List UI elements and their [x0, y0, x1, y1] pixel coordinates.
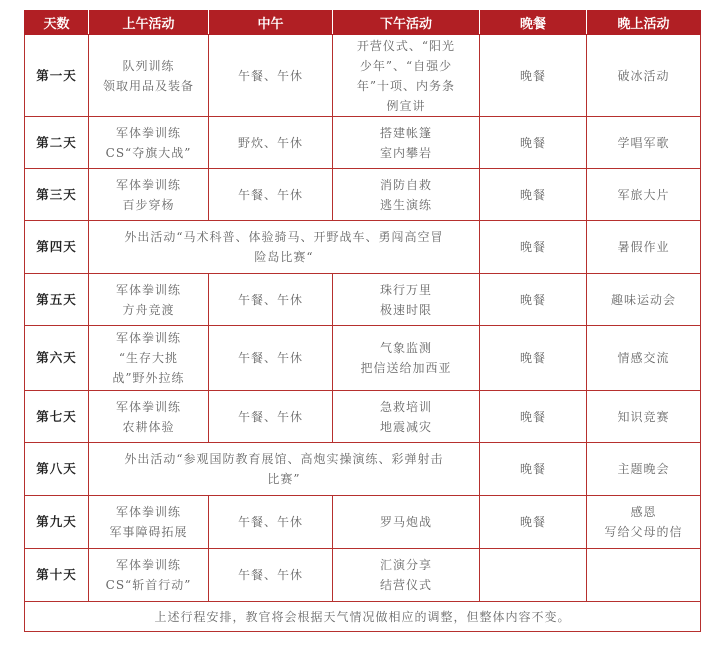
outing-activity-cell: [89, 221, 480, 274]
noon-cell: 午餐、午休: [209, 169, 333, 221]
morning-cell: [89, 391, 209, 443]
evening-cell: [587, 117, 701, 169]
day-cell: 第三天: [25, 169, 89, 221]
cell-line: 主题晚会: [617, 462, 670, 476]
day-cell: 第五天: [25, 274, 89, 326]
noon-cell: 午餐、午休: [209, 35, 333, 117]
cell-line: 军体拳训练: [115, 177, 181, 192]
dinner-cell: 晚餐: [480, 326, 587, 391]
afternoon-cell: [333, 117, 480, 169]
cell-line: 外出活动“参观国防教育展馆、高炮实操演练、彩弹射击: [124, 452, 444, 466]
evening-cell: [587, 326, 701, 391]
evening-cell: [587, 221, 701, 274]
cell-line: 外出活动“马术科普、体验骑马、开野战车、勇闯高空冒: [124, 230, 444, 244]
header-dinner: 晚餐: [480, 11, 587, 35]
cell-line: CS“斩首行动”: [105, 578, 192, 592]
dinner-cell: 晚餐: [480, 169, 587, 221]
header-evening: 晚上活动: [587, 11, 701, 35]
schedule-table: [24, 10, 701, 632]
cell-line: 学唱军歌: [617, 135, 670, 150]
cell-line: 军体拳训练: [115, 505, 181, 519]
cell-line: 军事障碍拓展: [109, 525, 188, 539]
schedule-table-container: [24, 10, 700, 632]
day-cell: 第七天: [25, 391, 89, 443]
table-row: [25, 117, 701, 169]
evening-cell: [587, 391, 701, 443]
noon-cell: 午餐、午休: [209, 391, 333, 443]
header-afternoon: 下午活动: [333, 11, 480, 35]
morning-cell: [89, 169, 209, 221]
dinner-cell: 晚餐: [480, 443, 587, 496]
cell-line: 写给父母的信: [604, 525, 683, 539]
cell-line: 方舟竞渡: [122, 302, 175, 317]
footer-row: [25, 602, 701, 632]
cell-line: 破冰活动: [617, 68, 670, 83]
noon-cell: 野炊、午休: [209, 117, 333, 169]
cell-line: 战”野外拉练: [112, 371, 185, 385]
table-row: [25, 169, 701, 221]
cell-line: 军体拳训练: [115, 558, 181, 572]
table-row: [25, 35, 701, 117]
footer-note: 上述行程安排，教官将会根据天气情况做相应的调整，但整体内容不变。: [25, 602, 701, 632]
morning-cell: [89, 274, 209, 326]
table-row: [25, 221, 701, 274]
dinner-cell: 晚餐: [480, 391, 587, 443]
dinner-cell: 晚餐: [480, 117, 587, 169]
table-row: [25, 391, 701, 443]
cell-line: 领取用品及装备: [102, 78, 194, 93]
afternoon-cell: [333, 169, 480, 221]
header-noon: 中午: [209, 11, 333, 35]
cell-line: 险岛比赛“: [254, 250, 314, 264]
cell-line: 情感交流: [617, 351, 670, 365]
evening-cell: [587, 169, 701, 221]
outing-activity-cell: [89, 443, 480, 496]
afternoon-cell: [333, 391, 480, 443]
table-row: [25, 274, 701, 326]
table-row: [25, 549, 701, 602]
day-cell: 第一天: [25, 35, 89, 117]
noon-cell: 午餐、午休: [209, 326, 333, 391]
cell-line: 趣味运动会: [610, 292, 676, 307]
cell-line: 少年”、“自强少: [359, 58, 453, 73]
cell-line: 军体拳训练: [115, 282, 181, 297]
cell-line: 搭建帐篷: [379, 125, 432, 140]
evening-cell: [587, 35, 701, 117]
cell-line: 知识竞赛: [617, 409, 670, 424]
table-row: [25, 326, 701, 391]
dinner-cell: 晚餐: [480, 35, 587, 117]
cell-line: 极速时限: [379, 302, 432, 317]
day-cell: 第九天: [25, 496, 89, 549]
afternoon-cell: [333, 35, 480, 117]
afternoon-cell: [333, 326, 480, 391]
cell-line: 年”十项、内务条: [356, 78, 456, 93]
evening-cell: [587, 496, 701, 549]
table-row: [25, 443, 701, 496]
header-morning: 上午活动: [89, 11, 209, 35]
day-cell: 第四天: [25, 221, 89, 274]
noon-cell: 午餐、午休: [209, 549, 333, 602]
table-body: [25, 35, 701, 602]
evening-cell: [587, 274, 701, 326]
table-row: [25, 496, 701, 549]
cell-line: 感恩: [630, 505, 657, 519]
day-cell: 第十天: [25, 549, 89, 602]
morning-cell: [89, 117, 209, 169]
cell-line: 地震减灾: [379, 419, 432, 434]
noon-cell: 午餐、午休: [209, 274, 333, 326]
cell-line: 室内攀岩: [379, 145, 432, 160]
day-cell: 第八天: [25, 443, 89, 496]
dinner-cell: 晚餐: [480, 274, 587, 326]
cell-line: 逃生演练: [379, 197, 432, 212]
afternoon-cell: [333, 496, 480, 549]
afternoon-cell: [333, 549, 480, 602]
noon-cell: 午餐、午休: [209, 496, 333, 549]
cell-line: “生存大挑: [118, 351, 179, 365]
cell-line: 军体拳训练: [115, 399, 181, 414]
cell-line: 结营仪式: [379, 578, 432, 592]
evening-cell: [587, 443, 701, 496]
evening-cell: [587, 549, 701, 602]
morning-cell: [89, 326, 209, 391]
cell-line: 军体拳训练: [115, 125, 181, 140]
morning-cell: [89, 35, 209, 117]
dinner-cell: 晚餐: [480, 221, 587, 274]
cell-line: 开营仪式、“阳光: [356, 38, 456, 53]
cell-line: 农耕体验: [122, 419, 175, 434]
day-cell: 第六天: [25, 326, 89, 391]
dinner-cell: 晚餐: [480, 496, 587, 549]
cell-line: 暑假作业: [617, 240, 670, 254]
cell-line: 罗马炮战: [379, 515, 432, 529]
cell-line: 消防自救: [379, 177, 432, 192]
table-header: [25, 11, 701, 35]
header-day: 天数: [25, 11, 89, 35]
afternoon-cell: [333, 274, 480, 326]
cell-line: 例宣讲: [386, 98, 426, 113]
cell-line: 急救培训: [379, 399, 432, 414]
cell-line: 军体拳训练: [115, 331, 181, 345]
day-cell: 第二天: [25, 117, 89, 169]
cell-line: 气象监测: [379, 341, 432, 355]
header-row: [25, 11, 701, 35]
cell-line: 珠行万里: [379, 282, 432, 297]
dinner-cell: [480, 549, 587, 602]
cell-line: 军旅大片: [617, 187, 670, 202]
cell-line: 百步穿杨: [122, 197, 175, 212]
cell-line: CS“夺旗大战”: [105, 145, 192, 160]
morning-cell: [89, 549, 209, 602]
cell-line: 把信送给加西亚: [360, 361, 452, 375]
cell-line: 汇演分享: [379, 558, 432, 572]
cell-line: 比赛”: [267, 472, 301, 486]
morning-cell: [89, 496, 209, 549]
cell-line: 队列训练: [122, 58, 175, 73]
